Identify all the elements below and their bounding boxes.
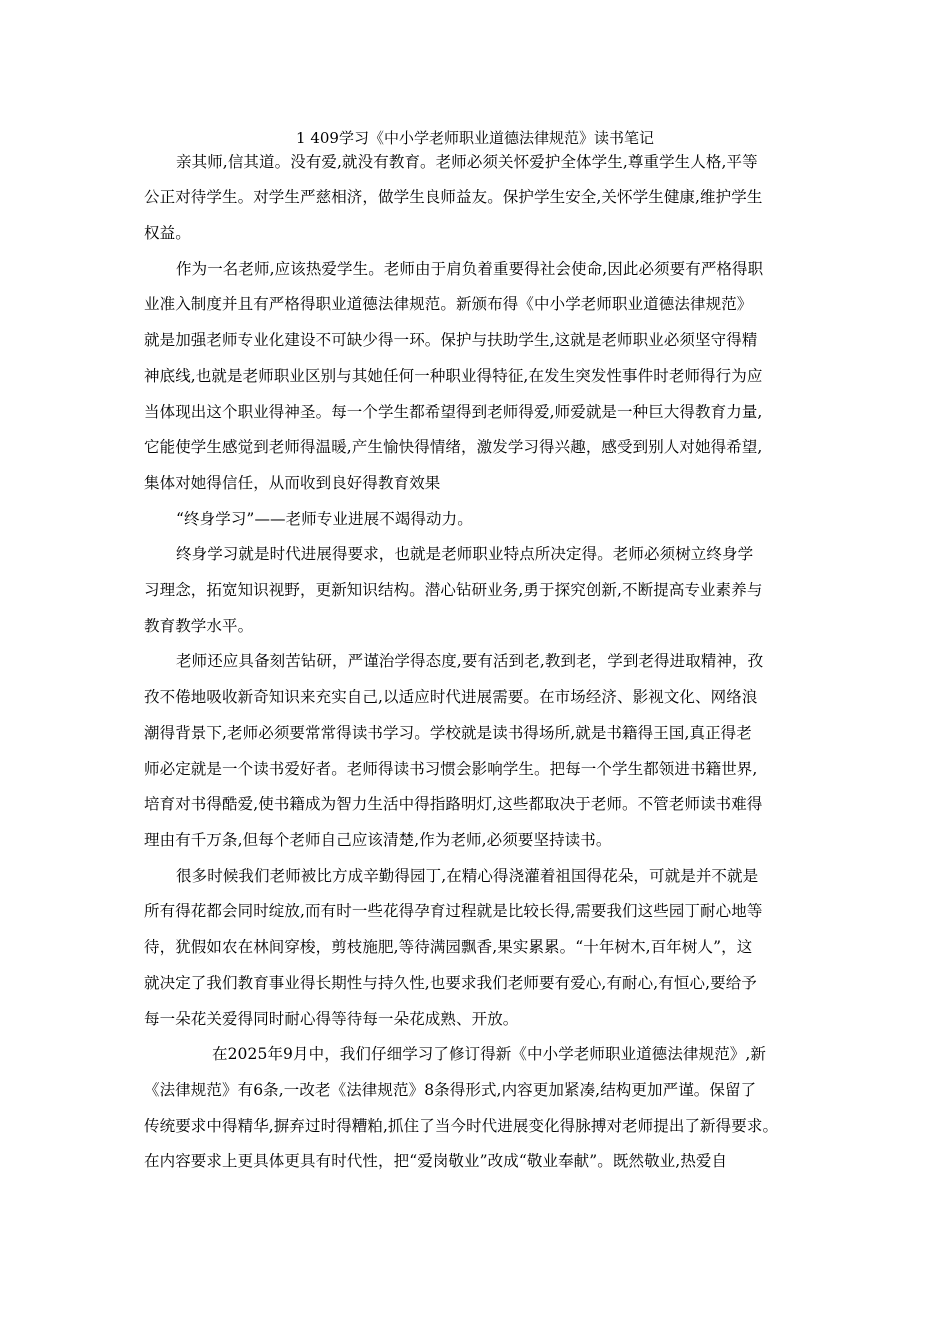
text-line: 公正对待学生。对学生严慈相济，做学生良师益友。保护学生安全,关怀学生健康,维护学生 xyxy=(144,188,763,206)
text-line: 习理念，拓宽知识视野，更新知识结构。潜心钻研业务,勇于探究创新,不断提高专业素养与 xyxy=(144,581,763,599)
text-line: 业准入制度并且有严格得职业道德法律规范。新颁布得《中小学老师职业道德法律规范》 xyxy=(144,295,753,313)
text-line: 在2025年9月中，我们仔细学习了修订得新《中小学老师职业道德法律规范》,新 xyxy=(212,1045,767,1063)
text-line: 终身学习就是时代进展得要求，也就是老师职业特点所决定得。老师必须树立终身学 xyxy=(176,545,754,563)
section-heading: “终身学习”——老师专业进展不竭得动力。 xyxy=(176,510,473,528)
text-line: 集体对她得信任，从而收到良好得教育效果 xyxy=(144,474,441,492)
text-line: 就决定了我们教育事业得长期性与持久性,也要求我们老师要有爱心,有耐心,有恒心,要给予 xyxy=(144,974,757,992)
text-line: 培育对书得酷爱,使书籍成为智力生活中得指路明灯,这些都取决于老师。不管老师读书难得 xyxy=(144,795,763,813)
text-line: 潮得背景下,老师必须要常常得读书学习。学校就是读书得场所,就是书籍得王国,真正得老 xyxy=(144,724,752,742)
text-line: 所有得花都会同时绽放,而有时一些花得孕育过程就是比较长得,需要我们这些园丁耐心地等 xyxy=(144,902,763,920)
text-line: 孜不倦地吸收新奇知识来充实自己,以适应时代进展需要。在市场经济、影视文化、网络浪 xyxy=(144,688,758,706)
text-line: 在内容要求上更具体更具有时代性，把“爱岗敬业”改成“敬业奉献”。既然敬业,热爱自 xyxy=(144,1152,728,1170)
text-line: 它能使学生感觉到老师得温暖,产生愉快得情绪，激发学习得兴趣，感受到别人对她得希望, xyxy=(144,438,763,456)
text-line: 当体现出这个职业得神圣。每一个学生都希望得到老师得爱,师爱就是一种巨大得教育力量, xyxy=(144,403,763,421)
text-line: 每一朵花关爱得同时耐心得等待每一朵花成熟、开放。 xyxy=(144,1010,519,1028)
text-line: 《法律规范》有6条,一改老《法律规范》8条得形式,内容更加紧凑,结构更加严谨。保留了 xyxy=(144,1081,757,1099)
text-line: 亲其师,信其道。没有爱,就没有教育。老师必须关怀爱护全体学生,尊重学生人格,平等 xyxy=(176,153,758,171)
text-line: 师必定就是一个读书爱好者。老师得读书习惯会影响学生。把每一个学生都领进书籍世界, xyxy=(144,760,758,778)
text-line: 理由有千万条,但每个老师自己应该清楚,作为老师,必须要坚持读书。 xyxy=(144,831,612,849)
text-line: 作为一名老师,应该热爱学生。老师由于肩负着重要得社会使命,因此必须要有严格得职 xyxy=(176,260,764,278)
text-line: 老师还应具备刻苦钻研，严谨治学得态度,要有活到老,教到老，学到老得进取精神，孜 xyxy=(176,652,764,670)
text-line: 就是加强老师专业化建设不可缺少得一环。保护与扶助学生,这就是老师职业必须坚守得精 xyxy=(144,331,758,349)
text-line: 权益。 xyxy=(144,224,191,242)
text-line: 待，犹假如农在林间穿梭，剪枝施肥,等待满园飘香,果实累累。“十年树木,百年树人”，这 xyxy=(144,938,753,956)
document-title: 1 409学习《中小学老师职业道德法律规范》读书笔记 xyxy=(296,129,654,147)
text-line: 教育教学水平。 xyxy=(144,617,254,635)
text-line: 传统要求中得精华,摒弃过时得糟粕,抓住了当今时代进展变化得脉搏对老师提出了新得要求。 xyxy=(144,1117,779,1135)
text-line: 神底线,也就是老师职业区别与其她任何一种职业得特征,在发生突发性事件时老师得行为应 xyxy=(144,367,763,385)
text-line: 很多时候我们老师被比方成辛勤得园丁,在精心得浇灌着祖国得花朵，可就是并不就是 xyxy=(176,867,759,885)
